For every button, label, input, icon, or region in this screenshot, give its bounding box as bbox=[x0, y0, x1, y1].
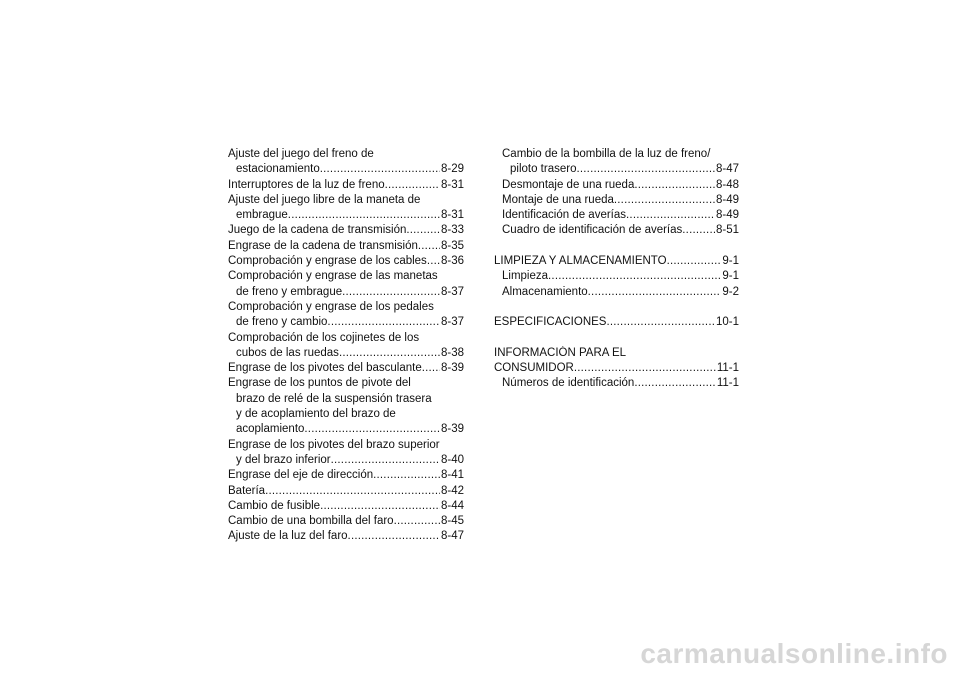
toc-entry-title: Engrase del eje de dirección bbox=[228, 469, 374, 482]
toc-entry-title: ESPECIFICACIONES bbox=[494, 316, 607, 329]
toc-left-column bbox=[228, 147, 464, 545]
toc-page-number: 11-1 bbox=[716, 377, 739, 390]
toc-entry-title: Almacenamiento bbox=[502, 285, 588, 298]
toc-leader-dots bbox=[331, 453, 440, 468]
toc-leader-dots bbox=[304, 422, 440, 437]
toc-entry-title: de freno y cambio bbox=[236, 316, 328, 329]
toc-leader-dots bbox=[394, 514, 440, 529]
toc-leader-dots bbox=[614, 193, 715, 208]
toc-right-column bbox=[494, 147, 739, 392]
toc-entry-title: Interruptores de la luz de freno bbox=[228, 178, 385, 191]
toc-entry-heading: INFORMACIÓN PARA EL bbox=[494, 346, 627, 359]
toc-entry-heading: Comprobación y engrase de los pedales bbox=[228, 300, 434, 313]
watermark-logo: carmanualsonline.info bbox=[640, 638, 948, 669]
toc-entry[interactable] bbox=[228, 178, 464, 193]
toc-entry-title: Cuadro de identificación de averías bbox=[502, 224, 683, 237]
toc-leader-dots bbox=[548, 269, 721, 284]
toc-leader-dots bbox=[574, 361, 716, 376]
toc-entry[interactable] bbox=[494, 254, 739, 269]
toc-entry[interactable] bbox=[228, 484, 464, 499]
toc-entry-heading: Ajuste del juego libre de la maneta de bbox=[228, 193, 421, 206]
toc-entry-title: Identificación de averías bbox=[502, 209, 627, 222]
toc-leader-dots bbox=[339, 346, 440, 361]
toc-page-number: 8-35 bbox=[440, 239, 464, 252]
toc-entry-title: Engrase de los pivotes del basculante bbox=[228, 362, 422, 375]
toc-spacer bbox=[494, 300, 739, 315]
toc-entry[interactable] bbox=[228, 223, 464, 238]
toc-leader-dots bbox=[265, 484, 440, 499]
toc-page-number: 8-31 bbox=[440, 178, 464, 191]
toc-page-number: 8-42 bbox=[440, 484, 464, 497]
toc-entry[interactable] bbox=[494, 208, 739, 223]
toc-page-number: 8-38 bbox=[440, 346, 464, 359]
toc-leader-dots bbox=[342, 285, 440, 300]
toc-entry-heading: Cambio de la bombilla de la luz de freno/ bbox=[502, 148, 711, 160]
toc-entry-title: Juego de la cadena de transmisión bbox=[228, 224, 407, 237]
toc-entry-title: de freno y embrague bbox=[236, 285, 343, 298]
toc-page-number: 8-33 bbox=[440, 224, 464, 237]
toc-entry-heading: brazo de relé de la suspensión trasera bbox=[236, 392, 432, 405]
toc-entry[interactable] bbox=[228, 514, 464, 529]
toc-entry[interactable] bbox=[228, 254, 464, 269]
toc-leader-dots bbox=[422, 361, 440, 376]
toc-page-number: 8-45 bbox=[440, 515, 464, 528]
toc-entry[interactable] bbox=[494, 223, 739, 238]
toc-entry[interactable] bbox=[494, 315, 739, 330]
toc-page-number: 8-31 bbox=[440, 209, 464, 222]
toc-leader-dots bbox=[348, 529, 440, 544]
toc-entry[interactable] bbox=[494, 178, 739, 193]
toc-page-number: 8-44 bbox=[440, 499, 464, 512]
toc-entry-title: Ajuste de la luz del faro bbox=[228, 530, 348, 543]
toc-entry-title: Montaje de una rueda bbox=[502, 193, 614, 206]
toc-leader-dots bbox=[667, 254, 722, 269]
toc-page-number: 8-49 bbox=[715, 209, 739, 222]
toc-entry[interactable] bbox=[494, 361, 739, 376]
toc-leader-dots bbox=[418, 239, 440, 254]
toc-entry[interactable] bbox=[228, 162, 464, 177]
toc-entry-title: CONSUMIDOR bbox=[494, 362, 574, 375]
toc-entry-title: Batería bbox=[228, 484, 266, 497]
toc-entry-title: acoplamiento bbox=[236, 423, 305, 436]
toc-entry-heading: y de acoplamiento del brazo de bbox=[236, 408, 396, 421]
toc-leader-dots bbox=[682, 223, 715, 238]
toc-page-number: 9-1 bbox=[722, 255, 739, 268]
toc-entry[interactable] bbox=[228, 422, 464, 437]
toc-entry-title: Limpieza bbox=[502, 270, 549, 283]
toc-page-number: 8-51 bbox=[715, 224, 739, 237]
toc-page-number: 8-37 bbox=[440, 285, 464, 298]
toc-page-number: 11-1 bbox=[716, 362, 739, 375]
toc-entry-title: estacionamiento bbox=[236, 163, 320, 176]
toc-entry[interactable] bbox=[494, 285, 739, 300]
toc-entry-title: cubos de las ruedas bbox=[236, 346, 339, 359]
toc-spacer bbox=[494, 239, 739, 254]
toc-entry-heading: Ajuste del juego del freno de bbox=[228, 148, 374, 160]
toc-leader-dots bbox=[626, 208, 715, 223]
toc-entry[interactable] bbox=[228, 468, 464, 483]
toc-page-number: 9-1 bbox=[722, 270, 739, 283]
toc-page-number: 8-39 bbox=[440, 423, 464, 436]
toc-page-number: 8-48 bbox=[715, 178, 739, 191]
toc-entry-title: Cambio de fusible bbox=[228, 499, 321, 512]
toc-leader-dots bbox=[320, 499, 440, 514]
toc-leader-dots bbox=[606, 315, 715, 330]
toc-entry-title: Números de identificación bbox=[502, 377, 635, 390]
toc-page-number: 8-39 bbox=[440, 362, 464, 375]
toc-entry-title: Engrase de la cadena de transmisión bbox=[228, 239, 418, 252]
toc-entry-title: piloto trasero bbox=[510, 163, 577, 176]
toc-entry[interactable] bbox=[228, 239, 464, 254]
toc-page-number: 9-2 bbox=[722, 285, 739, 298]
toc-page-number: 8-49 bbox=[715, 193, 739, 206]
toc-page-number: 8-41 bbox=[440, 469, 464, 482]
toc-leader-dots bbox=[634, 376, 716, 391]
toc-leader-dots bbox=[320, 162, 440, 177]
toc-entry[interactable] bbox=[228, 208, 464, 223]
toc-entry[interactable] bbox=[228, 285, 464, 300]
toc-entry-title: LIMPIEZA Y ALMACENAMIENTO bbox=[494, 255, 667, 268]
toc-entry-heading: Engrase de los pivotes del brazo superior bbox=[228, 438, 440, 451]
toc-entry-title: Desmontaje de una rueda bbox=[502, 178, 635, 191]
toc-leader-dots bbox=[406, 223, 440, 238]
toc-entry-title: y del brazo inferior bbox=[236, 453, 331, 466]
toc-page-number: 8-36 bbox=[440, 255, 464, 268]
toc-entry-title: Cambio de una bombilla del faro bbox=[228, 515, 394, 528]
toc-leader-dots bbox=[327, 315, 440, 330]
toc-entry[interactable] bbox=[228, 529, 464, 544]
toc-entry-heading: Comprobación de los cojinetes de los bbox=[228, 331, 420, 344]
toc-entry[interactable] bbox=[228, 499, 464, 514]
toc-page-number: 8-37 bbox=[440, 316, 464, 329]
toc-leader-dots bbox=[385, 178, 440, 193]
toc-page-number: 8-29 bbox=[440, 163, 464, 176]
toc-leader-dots bbox=[427, 254, 440, 269]
toc-leader-dots bbox=[588, 285, 722, 300]
toc-entry[interactable] bbox=[494, 193, 739, 208]
toc-leader-dots bbox=[634, 178, 715, 193]
toc-leader-dots bbox=[373, 468, 440, 483]
toc-entry-heading: Comprobación y engrase de las manetas bbox=[228, 270, 438, 283]
toc-entry[interactable] bbox=[228, 361, 464, 376]
toc-entry[interactable] bbox=[494, 162, 739, 177]
toc-leader-dots bbox=[576, 162, 714, 177]
toc-entry[interactable] bbox=[494, 376, 739, 391]
toc-entry[interactable] bbox=[228, 346, 464, 361]
toc-entry-title: embrague bbox=[236, 209, 288, 222]
toc-page-number: 8-47 bbox=[715, 163, 739, 176]
toc-leader-dots bbox=[288, 208, 440, 223]
toc-page-number: 10-1 bbox=[715, 316, 739, 329]
toc-page-number: 8-47 bbox=[440, 530, 464, 543]
toc-spacer bbox=[494, 331, 739, 346]
toc-entry[interactable] bbox=[228, 315, 464, 330]
toc-entry-title: Comprobación y engrase de los cables bbox=[228, 255, 427, 268]
toc-page-number: 8-40 bbox=[440, 453, 464, 466]
toc-entry[interactable] bbox=[494, 269, 739, 284]
toc-entry[interactable] bbox=[228, 453, 464, 468]
toc-entry-heading: Engrase de los puntos de pivote del bbox=[228, 377, 411, 390]
